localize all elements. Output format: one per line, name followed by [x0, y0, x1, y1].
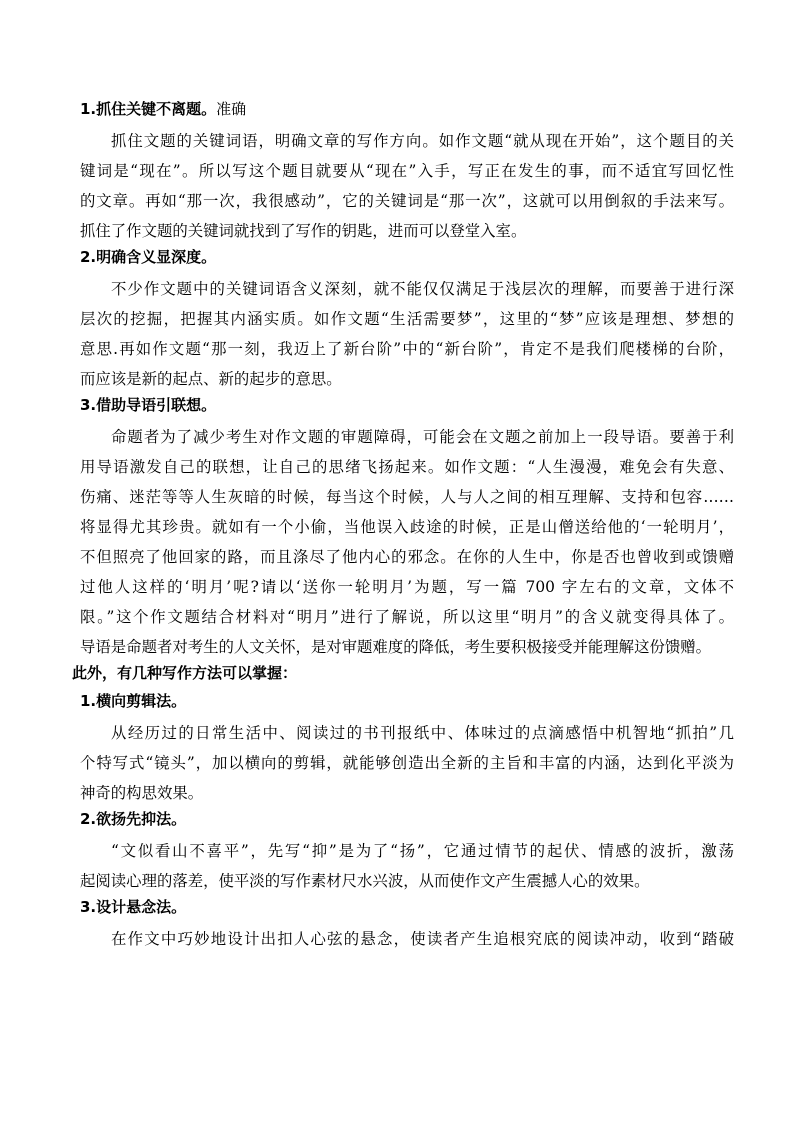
text-line: 用导语激发自己的联想，让自己的思绪飞扬起来。如作文题：“人生漫漫，难免会有失意、 [80, 458, 734, 476]
text-line: “文似看山不喜平”，先写“抑”是为了“扬”，它通过情节的起伏、情感的波折，激荡 [111, 842, 734, 860]
text-line: 过他人这样的‘明月’呢?请以‘送你一轮明月’为题，写一篇 700 字左右的文章，文体不 [80, 578, 734, 596]
text-line: 层次的挖掘，把握其内涵实质。如作文题“生活需要梦”，这里的“梦”应该是理想、梦想的 [80, 310, 734, 328]
paragraph [80, 422, 734, 662]
heading-text: 横向剪辑法。 [96, 692, 187, 710]
heading-tail: 准确 [216, 100, 247, 118]
heading-text: 借助导语引联想。 [96, 396, 217, 414]
text-line: 将显得尤其珍贵。就如有一个小偷，当他误入歧途的时候，正是山僧送给他的‘一轮明月’， [80, 518, 734, 536]
heading-text: 抓住关键不离题。 [96, 100, 217, 118]
document-body [72, 98, 734, 954]
text-line: 抓住文题的关键词语，明确文章的写作方向。如作文题“就从现在开始”，这个题目的关 [111, 132, 734, 150]
method-heading [80, 690, 734, 718]
heading-number: 2. [80, 248, 97, 266]
text-line: 命题者为了减少考生对作文题的审题障碍，可能会在文题之前加上一段导语。要善于利 [111, 428, 734, 446]
section-heading [80, 394, 734, 422]
text-line: 导语是命题者对考生的人文关怀，是对审题难度的降低，考生要积极接受并能理解这份馈赠。 [80, 638, 712, 656]
text-line: 不但照亮了他回家的路，而且涤尽了他内心的邪念。在你的人生中，你是否也曾收到或馈赠 [80, 548, 734, 566]
text-line: 个特写式“镜头”，加以横向的剪辑，就能够创造出全新的主旨和丰富的内涵，达到化平淡为 [80, 754, 734, 772]
text-line: 键词是“现在”。所以写这个题目就要从“现在”入手，写正在发生的事，而不适宜写回忆性 [80, 162, 734, 180]
text-line: 而应该是新的起点、新的起步的意思。 [80, 370, 342, 388]
heading-number: 1. [80, 692, 97, 710]
heading-number: 3. [80, 898, 97, 916]
paragraph [80, 274, 734, 394]
paragraph [80, 718, 734, 808]
text-line: 抓住了作文题的关键词就找到了写作的钥匙，进而可以登堂入室。 [80, 222, 527, 240]
heading-text: 明确含义显深度。 [96, 248, 217, 266]
heading-text: 欲扬先抑法。 [96, 810, 187, 828]
method-heading [80, 808, 734, 836]
paragraph [80, 836, 734, 896]
text-line: 限。”这个作文题结合材料对“明月”进行了解说，所以这里“明月”的含义就变得具体了。 [80, 608, 734, 626]
text-line: 不少作文题中的关键词语含义深刻，就不能仅仅满足于浅层次的理解，而要善于进行深 [111, 280, 734, 298]
text-line: 从经历过的日常生活中、阅读过的书刊报纸中、体味过的点滴感悟中机智地“抓拍”几 [111, 724, 734, 742]
heading-number: 3. [80, 396, 97, 414]
text-line: 起阅读心理的落差，使平淡的写作素材尺水兴波，从而使作文产生震撼人心的效果。 [80, 872, 650, 890]
paragraph [80, 126, 734, 246]
text-line: 意思.再如作文题“那一刻，我迈上了新台阶”中的“新台阶”，肯定不是我们爬楼梯的台阶， [80, 340, 734, 358]
section-heading [80, 246, 734, 274]
paragraph [80, 924, 734, 954]
methods-subheading: 此外，有几种写作方法可以掌握： [72, 664, 298, 682]
section-heading [80, 98, 734, 126]
heading-number: 1. [80, 100, 97, 118]
text-line: 的文章。再如“那一次，我很感动”，它的关键词是“那一次”，这就可以用倒叙的手法来写。 [80, 192, 734, 210]
text-line: 在作文中巧妙地设计出扣人心弦的悬念，使读者产生追根究底的阅读冲动，收到“踏破 [111, 930, 734, 948]
heading-number: 2. [80, 810, 97, 828]
text-line: 伤痛、迷茫等等人生灰暗的时候，每当这个时候，人与人之间的相互理解、支持和包容…… [80, 488, 734, 506]
method-heading [80, 896, 734, 924]
heading-text: 设计悬念法。 [96, 898, 187, 916]
text-line: 神奇的构思效果。 [80, 784, 204, 802]
